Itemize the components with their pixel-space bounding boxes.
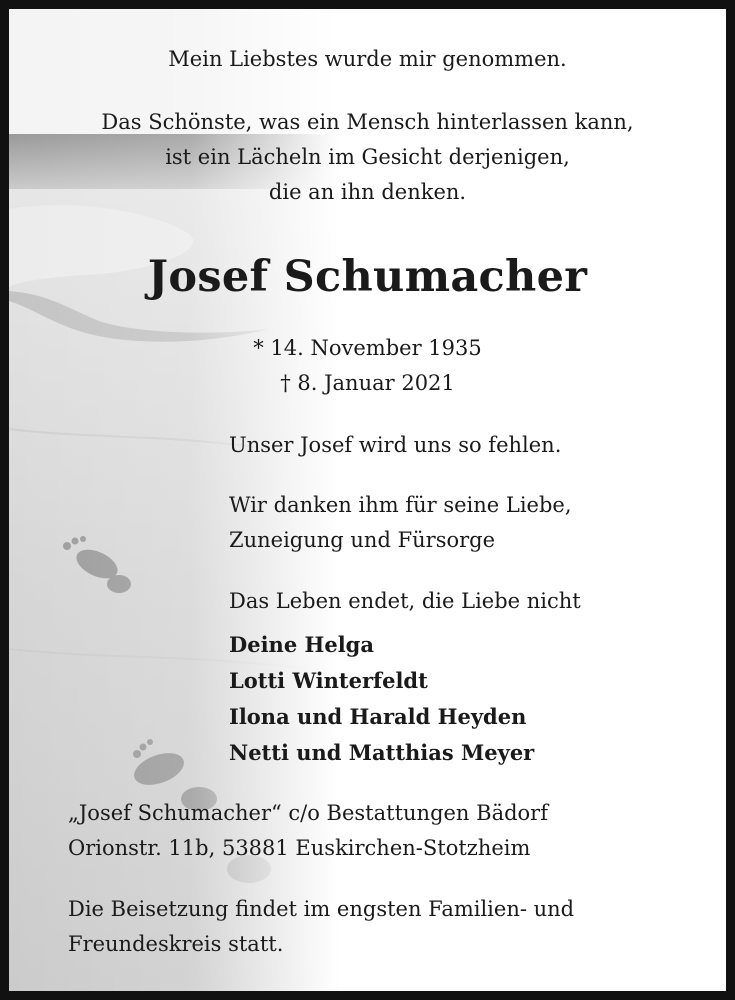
funeral-note: Freundeskreis statt.: [68, 932, 284, 956]
message-text: Zuneigung und Fürsorge: [229, 528, 496, 552]
quote-line: Das Schönste, was ein Mensch hinterlassen kann,: [101, 110, 634, 134]
quote-line: Mein Liebstes wurde mir genommen.: [168, 47, 567, 71]
deceased-name: Josef Schumacher: [147, 252, 588, 302]
mourner-name: Netti und Matthias Meyer: [229, 740, 535, 765]
mourner-name: Lotti Winterfeldt: [229, 668, 428, 693]
death-date: † 8. Januar 2021: [280, 371, 455, 395]
birth-date: * 14. November 1935: [253, 336, 482, 360]
mourner-name: Ilona und Harald Heyden: [229, 704, 527, 729]
funeral-note: Die Beisetzung findet im engsten Familien- und: [68, 897, 575, 921]
message-text: Wir danken ihm für seine Liebe,: [229, 493, 572, 517]
quote-line: ist ein Lächeln im Gesicht derjenigen,: [165, 145, 570, 169]
quote-line: die an ihn denken.: [268, 180, 467, 204]
mourner-name: Deine Helga: [229, 632, 374, 657]
address-line: Orionstr. 11b, 53881 Euskirchen-Stotzheim: [68, 836, 531, 860]
address-line: „Josef Schumacher“ c/o Bestattungen Bädorf: [68, 801, 548, 825]
message-text: Unser Josef wird uns so fehlen.: [229, 433, 562, 457]
message-text: Das Leben endet, die Liebe nicht: [229, 589, 581, 613]
